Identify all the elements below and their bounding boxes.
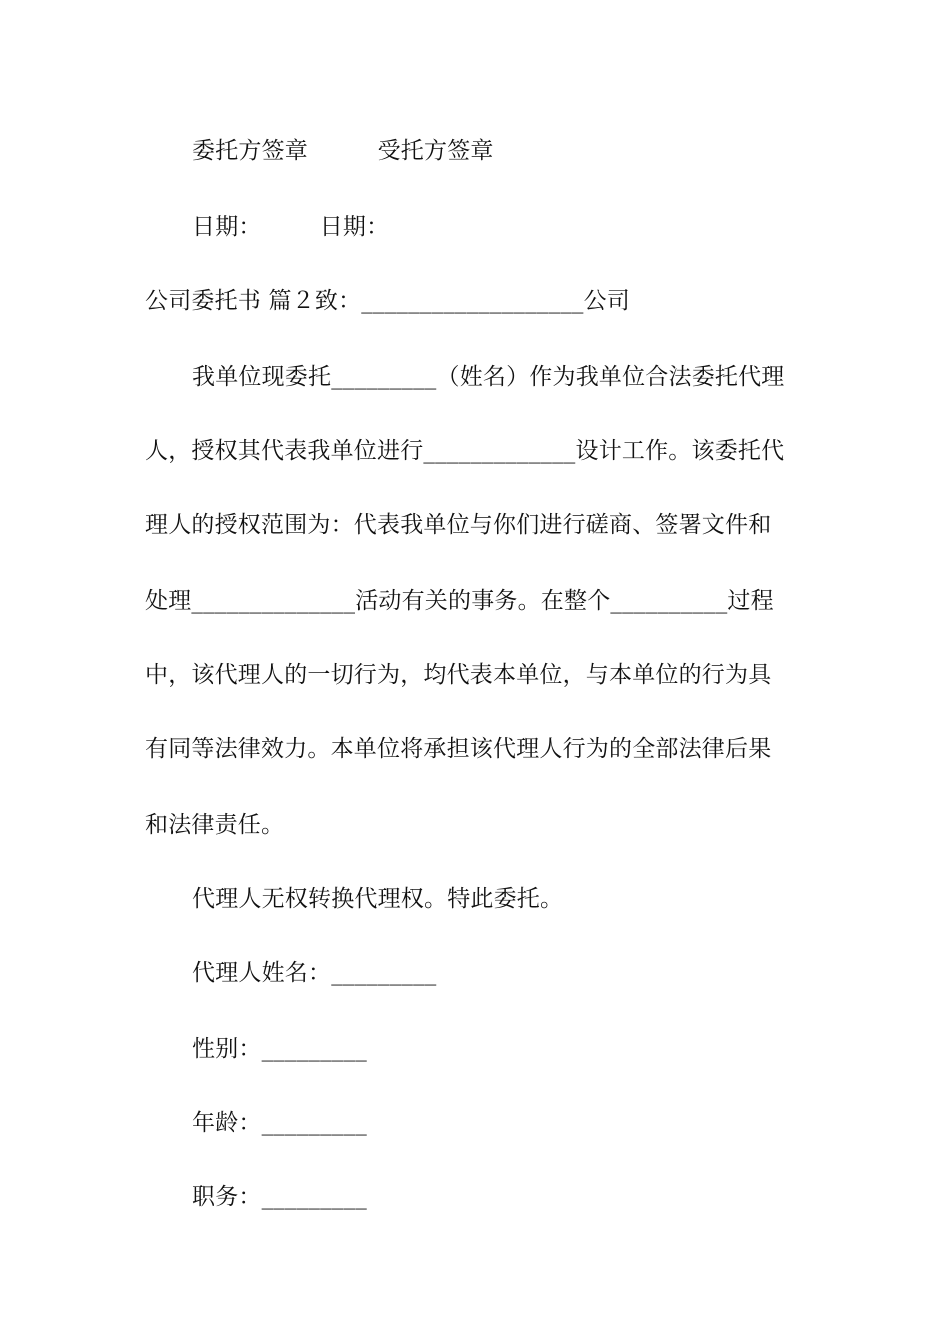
age-field: 年龄：_________: [192, 1110, 367, 1136]
body-paragraph-line: 我单位现委托_________（姓名）作为我单位合法委托代理: [192, 364, 785, 390]
body-paragraph-line: 理人的授权范围为：代表我单位与你们进行磋商、签署文件和: [145, 512, 772, 538]
agent-name-field: 代理人姓名：_________: [192, 960, 437, 986]
gender-field: 性别：_________: [192, 1036, 367, 1062]
position-field: 职务：_________: [192, 1184, 367, 1210]
body-paragraph-line: 和法律责任。: [145, 812, 285, 838]
letter-heading: 公司委托书 篇２致：___________________公司: [145, 288, 631, 314]
body-paragraph-line: 处理______________活动有关的事务。在整个__________过程: [145, 588, 774, 614]
date-line: 日期： 日期：: [192, 214, 390, 240]
body-paragraph-line: 人，授权其代表我单位进行_____________设计工作。该委托代: [145, 438, 785, 464]
body-paragraph-line: 有同等法律效力。本单位将承担该代理人行为的全部法律后果: [145, 736, 772, 762]
signature-line: 委托方签章 受托方签章: [192, 138, 494, 164]
body-paragraph-line: 中，该代理人的一切行为，均代表本单位，与本单位的行为具: [145, 662, 772, 688]
statement-line: 代理人无权转换代理权。特此委托。: [192, 886, 564, 912]
